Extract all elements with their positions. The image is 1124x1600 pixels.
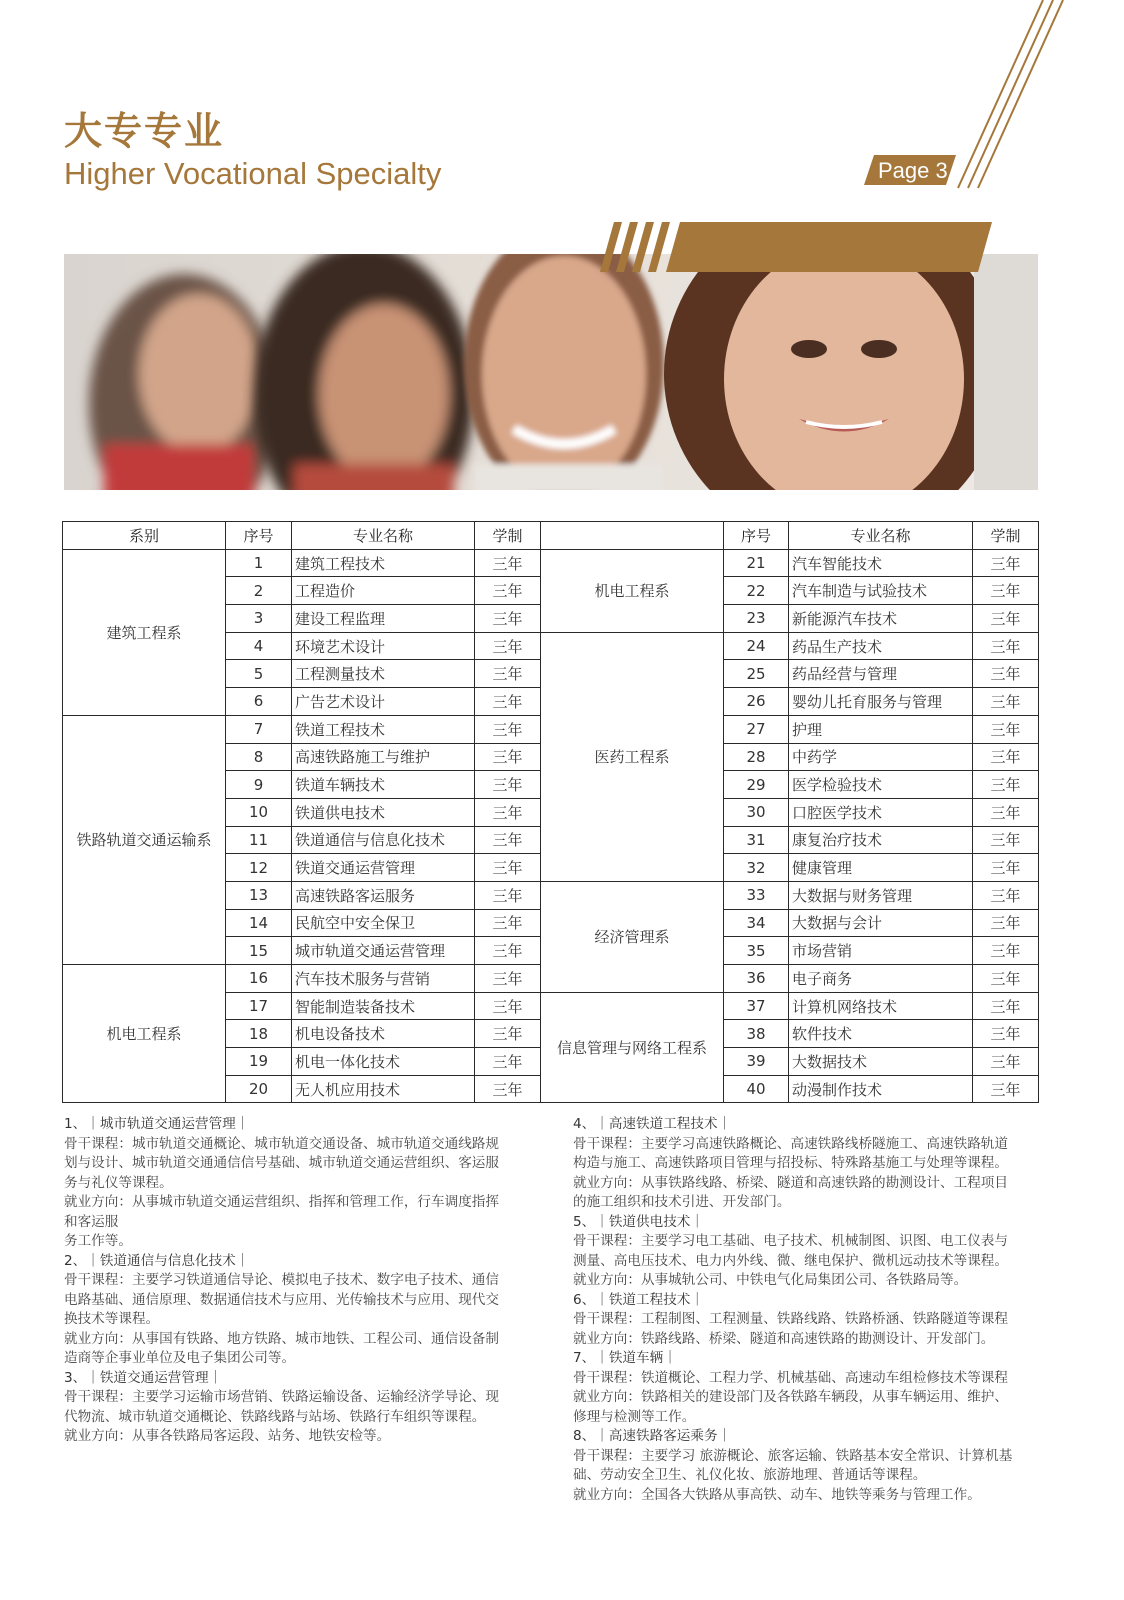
major-name: 民航空中安全保卫 xyxy=(292,909,475,937)
duration: 三年 xyxy=(475,743,541,771)
major-name: 软件技术 xyxy=(789,1020,973,1048)
note-line: 骨干课程：主要学习电工基础、电子技术、机械制图、识图、电工仪表与 xyxy=(573,1233,1008,1249)
duration: 三年 xyxy=(973,771,1039,799)
row-number: 19 xyxy=(226,1048,292,1076)
note-line: 务工作等。 xyxy=(64,1233,132,1249)
row-number: 21 xyxy=(724,549,789,577)
column-header: 学制 xyxy=(475,522,541,550)
major-name: 康复治疗技术 xyxy=(789,826,973,854)
major-name: 电子商务 xyxy=(789,965,973,993)
page-title-cn: 大专专业 xyxy=(64,109,225,153)
row-number: 25 xyxy=(724,660,789,688)
row-number: 30 xyxy=(724,798,789,826)
duration: 三年 xyxy=(973,854,1039,882)
note-line: 1、｜城市轨道交通运营管理｜ xyxy=(64,1116,250,1132)
notes-right-column xyxy=(573,1115,1043,1505)
note-line: 就业方向：从事城市轨道交通运营组织、指挥和管理工作，行车调度指挥 xyxy=(64,1194,499,1210)
duration: 三年 xyxy=(475,577,541,605)
students-photo xyxy=(64,254,1038,490)
major-name: 中药学 xyxy=(789,743,973,771)
duration: 三年 xyxy=(475,854,541,882)
duration: 三年 xyxy=(475,909,541,937)
duration: 三年 xyxy=(973,1020,1039,1048)
duration: 三年 xyxy=(973,688,1039,716)
department-cell: 医药工程系 xyxy=(541,632,724,881)
major-name: 护理 xyxy=(789,715,973,743)
row-number: 11 xyxy=(226,826,292,854)
row-number: 32 xyxy=(724,854,789,882)
note-line: 就业方向：从事各铁路局客运段、站务、地铁安检等。 xyxy=(64,1428,391,1444)
row-number: 15 xyxy=(226,937,292,965)
major-name: 环境艺术设计 xyxy=(292,632,475,660)
row-number: 26 xyxy=(724,688,789,716)
major-name: 城市轨道交通运营管理 xyxy=(292,937,475,965)
major-name: 药品生产技术 xyxy=(789,632,973,660)
note-line: 造商等企事业单位及电子集团公司等。 xyxy=(64,1350,296,1366)
note-line: 构造与施工、高速铁路项目管理与招投标、特殊路基施工与处理等课程。 xyxy=(573,1155,1008,1171)
note-line: 骨干课程：主要学习高速铁路概论、高速铁路线桥隧施工、高速铁路轨道 xyxy=(573,1135,1008,1152)
duration: 三年 xyxy=(973,577,1039,605)
major-name: 动漫制作技术 xyxy=(789,1075,973,1103)
note-line: 就业方向：铁路线路、桥梁、隧道和高速铁路的勘测设计、开发部门。 xyxy=(573,1330,995,1347)
duration: 三年 xyxy=(475,632,541,660)
major-name: 汽车技术服务与营销 xyxy=(292,965,475,993)
row-number: 16 xyxy=(226,965,292,993)
major-name: 新能源汽车技术 xyxy=(789,605,973,633)
duration: 三年 xyxy=(973,798,1039,826)
row-number: 40 xyxy=(724,1075,789,1103)
row-number: 36 xyxy=(724,965,789,993)
note-line: 就业方向：从事城轨公司、中铁电气化局集团公司、各铁路局等。 xyxy=(573,1272,968,1288)
column-header xyxy=(541,522,724,550)
major-name: 智能制造装备技术 xyxy=(292,992,475,1020)
major-name: 工程测量技术 xyxy=(292,660,475,688)
row-number: 3 xyxy=(226,605,292,633)
note-line: 2、｜铁道通信与信息化技术｜ xyxy=(64,1252,250,1269)
note-line: 6、｜铁道工程技术｜ xyxy=(573,1291,704,1308)
duration: 三年 xyxy=(475,688,541,716)
duration: 三年 xyxy=(475,771,541,799)
duration: 三年 xyxy=(973,937,1039,965)
department-cell: 信息管理与网络工程系 xyxy=(541,992,724,1103)
note-line: 划与设计、城市轨道交通通信信号基础、城市轨道交通运营组织、客运服 xyxy=(64,1155,499,1171)
note-line: 3、｜铁道交通运营管理｜ xyxy=(64,1369,223,1386)
duration: 三年 xyxy=(475,826,541,854)
row-number: 24 xyxy=(724,632,789,660)
table-header-row xyxy=(63,522,1039,550)
major-name: 汽车智能技术 xyxy=(789,549,973,577)
note-line: 骨干课程：主要学习运输市场营销、铁路运输设备、运输经济学导论、现 xyxy=(64,1389,499,1405)
row-number: 9 xyxy=(226,771,292,799)
major-name: 建筑工程技术 xyxy=(292,549,475,577)
note-line: 的施工组织和技术引进、开发部门。 xyxy=(573,1194,791,1210)
row-number: 23 xyxy=(724,605,789,633)
duration: 三年 xyxy=(475,881,541,909)
row-number: 22 xyxy=(724,577,789,605)
row-number: 20 xyxy=(226,1075,292,1103)
note-line: 就业方向：从事铁路线路、桥梁、隧道和高速铁路的勘测设计、工程项目 xyxy=(573,1174,1008,1191)
duration: 三年 xyxy=(475,605,541,633)
duration: 三年 xyxy=(973,743,1039,771)
row-number: 6 xyxy=(226,688,292,716)
row-number: 35 xyxy=(724,937,789,965)
row-number: 38 xyxy=(724,1020,789,1048)
major-name: 大数据技术 xyxy=(789,1048,973,1076)
major-name: 工程造价 xyxy=(292,577,475,605)
major-name: 健康管理 xyxy=(789,854,973,882)
note-line: 和客运服 xyxy=(64,1213,119,1230)
note-line: 骨干课程：城市轨道交通概论、城市轨道交通设备、城市轨道交通线路规 xyxy=(64,1135,499,1152)
major-name: 机电设备技术 xyxy=(292,1020,475,1048)
department-cell: 经济管理系 xyxy=(541,881,724,992)
major-name: 无人机应用技术 xyxy=(292,1075,475,1103)
note-line: 骨干课程：主要学习铁道通信导论、模拟电子技术、数字电子技术、通信 xyxy=(64,1272,499,1288)
major-name: 大数据与会计 xyxy=(789,909,973,937)
row-number: 33 xyxy=(724,881,789,909)
duration: 三年 xyxy=(973,881,1039,909)
note-line: 修理与检测等工作。 xyxy=(573,1408,696,1425)
duration: 三年 xyxy=(973,715,1039,743)
duration: 三年 xyxy=(973,909,1039,937)
note-line: 础、劳动安全卫生、礼仪化妆、旅游地理、普通话等课程。 xyxy=(573,1467,927,1483)
note-line: 换技术等课程。 xyxy=(64,1311,160,1327)
row-number: 14 xyxy=(226,909,292,937)
major-name: 机电一体化技术 xyxy=(292,1048,475,1076)
table-row xyxy=(63,549,1039,577)
duration: 三年 xyxy=(475,965,541,993)
row-number: 5 xyxy=(226,660,292,688)
duration: 三年 xyxy=(973,660,1039,688)
note-line: 5、｜铁道供电技术｜ xyxy=(573,1213,704,1230)
row-number: 10 xyxy=(226,798,292,826)
major-name: 广告艺术设计 xyxy=(292,688,475,716)
row-number: 4 xyxy=(226,632,292,660)
note-line: 务与礼仪等课程。 xyxy=(64,1174,173,1191)
major-name: 大数据与财务管理 xyxy=(789,881,973,909)
duration: 三年 xyxy=(475,992,541,1020)
note-line: 就业方向：铁路相关的建设部门及各铁路车辆段，从事车辆运用、维护、 xyxy=(573,1389,1008,1405)
row-number: 31 xyxy=(724,826,789,854)
row-number: 1 xyxy=(226,549,292,577)
banner-stripes xyxy=(600,222,992,272)
department-cell: 机电工程系 xyxy=(63,965,226,1103)
duration: 三年 xyxy=(475,1048,541,1076)
duration: 三年 xyxy=(475,1075,541,1103)
duration: 三年 xyxy=(973,549,1039,577)
column-header: 专业名称 xyxy=(789,522,973,550)
note-line: 测量、高电压技术、电力内外线、微、继电保护、微机远动技术等课程。 xyxy=(573,1252,1008,1269)
column-header: 专业名称 xyxy=(292,522,475,550)
major-name: 口腔医学技术 xyxy=(789,798,973,826)
row-number: 18 xyxy=(226,1020,292,1048)
duration: 三年 xyxy=(973,965,1039,993)
row-number: 7 xyxy=(226,715,292,743)
major-name: 铁道供电技术 xyxy=(292,798,475,826)
row-number: 13 xyxy=(226,881,292,909)
duration: 三年 xyxy=(973,632,1039,660)
column-header: 系别 xyxy=(63,522,226,550)
note-line: 骨干课程：工程制图、工程测量、铁路线路、铁路桥涵、铁路隧道等课程 xyxy=(573,1311,1008,1327)
major-name: 铁道车辆技术 xyxy=(292,771,475,799)
row-number: 8 xyxy=(226,743,292,771)
duration: 三年 xyxy=(475,660,541,688)
duration: 三年 xyxy=(973,992,1039,1020)
department-cell: 铁路轨道交通运输系 xyxy=(63,715,226,964)
duration: 三年 xyxy=(475,1020,541,1048)
row-number: 28 xyxy=(724,743,789,771)
notes-left-column xyxy=(64,1115,534,1447)
duration: 三年 xyxy=(973,826,1039,854)
row-number: 2 xyxy=(226,577,292,605)
major-name: 医学检验技术 xyxy=(789,771,973,799)
column-header: 序号 xyxy=(724,522,789,550)
major-name: 高速铁路客运服务 xyxy=(292,881,475,909)
note-line: 4、｜高速铁道工程技术｜ xyxy=(573,1116,732,1132)
major-name: 铁道通信与信息化技术 xyxy=(292,826,475,854)
majors-table xyxy=(62,521,1039,1103)
major-name: 建设工程监理 xyxy=(292,605,475,633)
duration: 三年 xyxy=(475,715,541,743)
duration: 三年 xyxy=(475,549,541,577)
department-cell: 机电工程系 xyxy=(541,549,724,632)
note-line: 就业方向：从事国有铁路、地方铁路、城市地铁、工程公司、通信设备制 xyxy=(64,1330,499,1347)
major-name: 婴幼儿托育服务与管理 xyxy=(789,688,973,716)
major-name: 铁道工程技术 xyxy=(292,715,475,743)
decorative-diagonal-lines xyxy=(950,0,1070,190)
row-number: 39 xyxy=(724,1048,789,1076)
page-number-label: Page 3 xyxy=(878,158,948,183)
note-line: 8、｜高速铁路客运乘务｜ xyxy=(573,1428,732,1444)
row-number: 12 xyxy=(226,854,292,882)
note-line: 7、｜铁道车辆｜ xyxy=(573,1350,677,1366)
column-header: 学制 xyxy=(973,522,1039,550)
note-line: 代物流、城市轨道交通概论、铁路线路与站场、铁路行车组织等课程。 xyxy=(64,1408,486,1425)
row-number: 37 xyxy=(724,992,789,1020)
note-line: 骨干课程：主要学习 旅游概论、旅客运输、铁路基本安全常识、计算机基 xyxy=(573,1447,1013,1464)
row-number: 27 xyxy=(724,715,789,743)
column-header: 序号 xyxy=(226,522,292,550)
major-name: 计算机网络技术 xyxy=(789,992,973,1020)
major-name: 药品经营与管理 xyxy=(789,660,973,688)
major-name: 汽车制造与试验技术 xyxy=(789,577,973,605)
duration: 三年 xyxy=(973,1075,1039,1103)
note-line: 骨干课程：铁道概论、工程力学、机械基础、高速动车组检修技术等课程 xyxy=(573,1369,1008,1386)
duration: 三年 xyxy=(973,605,1039,633)
department-cell: 建筑工程系 xyxy=(63,549,226,715)
duration: 三年 xyxy=(475,937,541,965)
note-line: 就业方向：全国各大铁路从事高铁、动车、地铁等乘务与管理工作。 xyxy=(573,1486,981,1503)
row-number: 34 xyxy=(724,909,789,937)
duration: 三年 xyxy=(973,1048,1039,1076)
duration: 三年 xyxy=(475,798,541,826)
row-number: 29 xyxy=(724,771,789,799)
major-name: 市场营销 xyxy=(789,937,973,965)
major-name: 高速铁路施工与维护 xyxy=(292,743,475,771)
major-name: 铁道交通运营管理 xyxy=(292,854,475,882)
note-line: 电路基础、通信原理、数据通信技术与应用、光传输技术与应用、现代交 xyxy=(64,1291,499,1308)
page-title-en: Higher Vocational Specialty xyxy=(64,156,442,191)
row-number: 17 xyxy=(226,992,292,1020)
